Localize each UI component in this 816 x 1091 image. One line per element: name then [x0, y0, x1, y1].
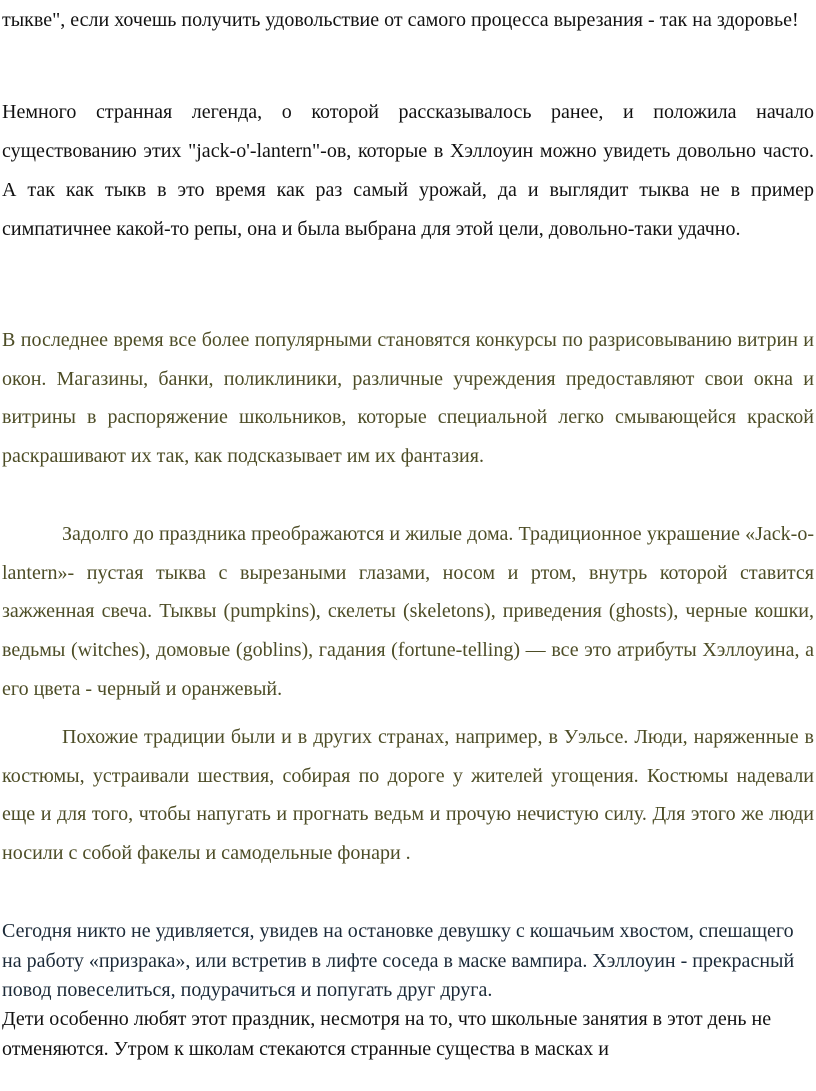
- paragraph-2: Немного странная легенда, о которой рассказывалось ранее, и положила начало существованию этих "jack-o'-lantern"-ов, которые в Хэллоуин можно увидеть довольно часто. А так как тыкв в это время как раз самый урожай, да и выглядит тыква не в пример симпатичнее какой-то репы, она и была выбрана для этой цели, довольно-таки удачно.: [2, 101, 814, 240]
- paragraph-3: В последнее время все более популярными становятся конкурсы по разрисовыванию витрин и окон. Магазины, банки, поликлиники, различные учреждения предоставляют свои окна и витрины в распоряжение школьников, которые специальной легко смывающейся краской раскрашивают их так, как подсказывает им их фантазия.: [2, 329, 814, 468]
- paragraph-5: Похожие традиции были и в других странах, например, в Уэльсе. Люди, наряженные в костюмы, устраивали шествия, собирая по дороге у жителей угощения. Костюмы надевали еще и для того, чтобы напугать и прогнать ведьм и прочую нечистую силу. Для этого же люди носили с собой факелы и самодельные фонари .: [2, 726, 814, 865]
- paragraph-7: Дети особенно любят этот праздник, несмотря на то, что школьные занятия в этот день не отменяются. Утром к школам стекаются странные существа в масках и: [2, 1008, 772, 1060]
- paragraph-4: Задолго до праздника преображаются и жилые дома. Традиционное украшение «Jack-o-lantern»- пустая тыква с вырезаными глазами, носом и ртом, внутрь которой ставится зажженная свеча. Тыквы (pumpkins), скелеты (skeletons), приведения (ghosts), черные кошки, ведьмы (witches), домовые (goblins), гадания (fortune-telling) — все это атрибуты Хэллоуина, а его цвета - черный и оранжевый.: [2, 523, 814, 700]
- paragraph-1: тыкве", если хочешь получить удовольствие от самого процесса вырезания - так на здоровье!: [2, 9, 799, 31]
- paragraph-6: Сегодня никто не удивляется, увидев на остановке девушку с кошачьим хвостом, спешащего на работу «призрака», или встретив в лифте соседа в маске вампира. Хэллоуин - прекрасный повод повеселиться, подурачиться и попугать друг друга.: [2, 920, 795, 1002]
